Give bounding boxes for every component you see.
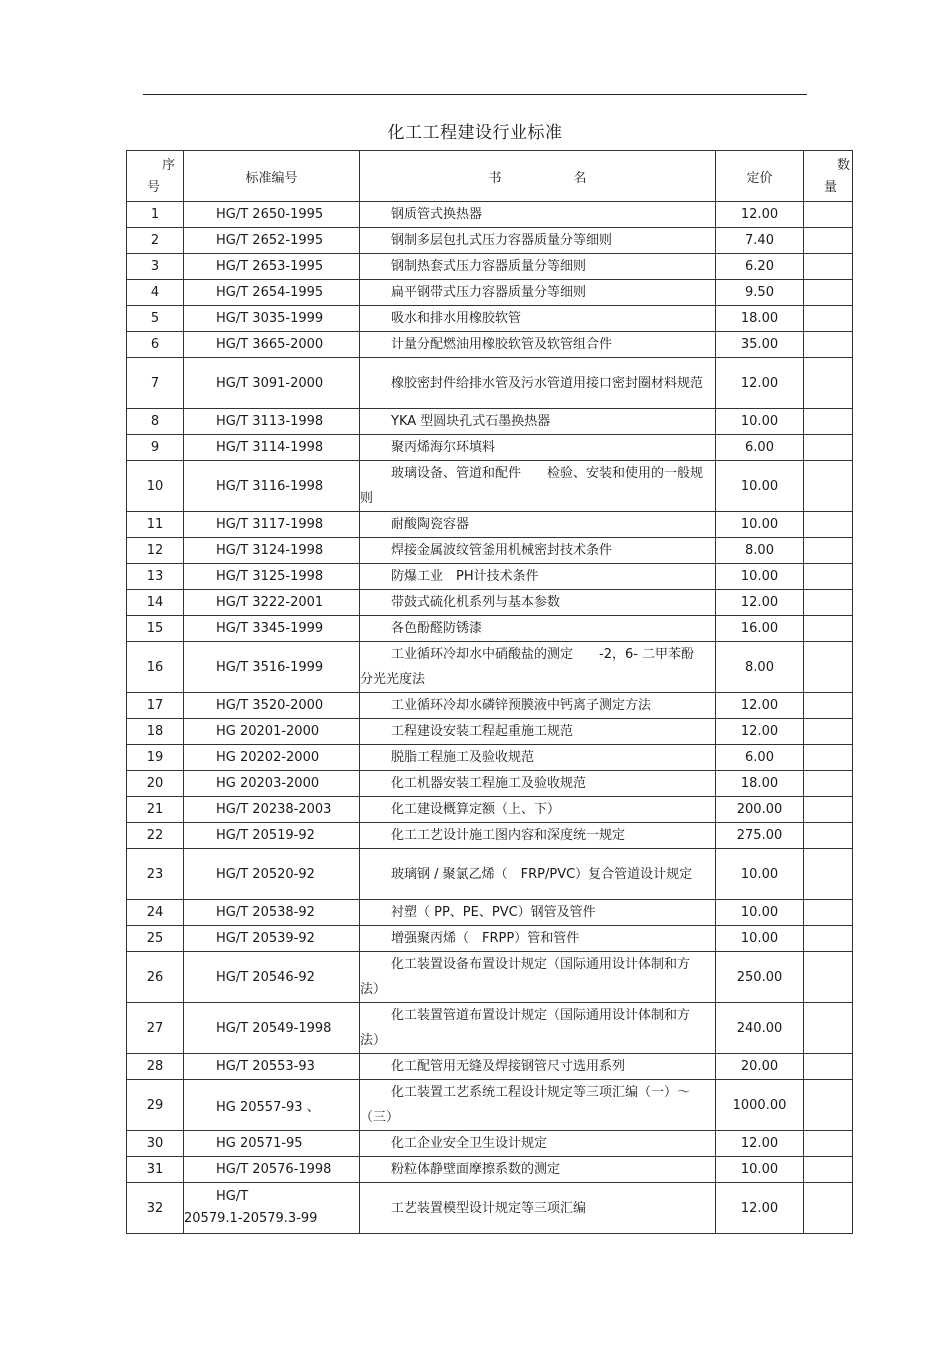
row-title [360, 1183, 716, 1234]
row-seq: 26 [127, 952, 184, 1003]
row-title [360, 745, 716, 771]
table-row [127, 512, 853, 538]
row-title [360, 332, 716, 358]
row-qty [804, 538, 853, 564]
row-seq: 8 [127, 409, 184, 435]
row-code: HG/T 2654-1995 [184, 280, 360, 306]
row-seq: 24 [127, 900, 184, 926]
row-code: HG/T 20576-1998 [184, 1157, 360, 1183]
row-qty [804, 254, 853, 280]
row-seq: 23 [127, 849, 184, 900]
row-seq: 13 [127, 564, 184, 590]
row-title-text: YKA 型圆块孔式石墨换热器 [391, 414, 551, 429]
row-qty [804, 616, 853, 642]
row-price: 12.00 [716, 202, 804, 228]
row-qty [804, 693, 853, 719]
row-title-text: 衬塑（ PP、PE、PVC）钢管及管件 [391, 905, 596, 920]
row-title-text: 化工机器安装工程施工及验收规范 [391, 776, 587, 791]
row-qty [804, 332, 853, 358]
row-title-text: 带鼓式硫化机系列与基本参数 [391, 595, 561, 610]
row-title-text: 橡胶密封件给排水管及污水管道用接口密封圈材料规范 [391, 375, 704, 391]
row-code: HG 20557-93 、 [184, 1080, 360, 1131]
row-price: 6.00 [716, 745, 804, 771]
row-title [360, 823, 716, 849]
table-row [127, 693, 853, 719]
row-seq: 25 [127, 926, 184, 952]
row-title-text: 玻璃设备、管道和配件 检验、安装和使用的一般规则 [360, 466, 704, 506]
row-title-text: 聚丙烯海尔环填料 [391, 440, 496, 455]
table-row [127, 1183, 853, 1234]
row-seq: 12 [127, 538, 184, 564]
table-row [127, 1003, 853, 1054]
table-body [127, 202, 853, 1234]
table-row [127, 900, 853, 926]
row-seq: 7 [127, 358, 184, 409]
row-qty [804, 435, 853, 461]
row-qty [804, 926, 853, 952]
row-seq: 28 [127, 1054, 184, 1080]
row-price: 200.00 [716, 797, 804, 823]
row-code: HG/T 3222-2001 [184, 590, 360, 616]
row-title-text: 粉粒体静壁面摩擦系数的测定 [391, 1162, 561, 1177]
row-seq: 19 [127, 745, 184, 771]
row-qty [804, 1003, 853, 1054]
row-qty [804, 1131, 853, 1157]
header-row [127, 151, 853, 202]
table-row [127, 202, 853, 228]
table-row [127, 564, 853, 590]
table-row [127, 358, 853, 409]
row-price: 10.00 [716, 512, 804, 538]
row-price: 8.00 [716, 538, 804, 564]
row-seq: 14 [127, 590, 184, 616]
row-qty [804, 590, 853, 616]
row-qty [804, 952, 853, 1003]
row-qty [804, 306, 853, 332]
row-price: 8.00 [716, 642, 804, 693]
table-row [127, 745, 853, 771]
row-code: HG/T 20238-2003 [184, 797, 360, 823]
row-code: HG/T 3124-1998 [184, 538, 360, 564]
table-row [127, 797, 853, 823]
row-title-text: 脱脂工程施工及验收规范 [391, 750, 535, 765]
row-title-text: 焊接金属波纹管釜用机械密封技术条件 [391, 543, 613, 558]
header-title-b: 名 [573, 170, 587, 186]
header-seq-bottom: 号 [147, 180, 161, 195]
row-qty [804, 202, 853, 228]
row-title [360, 1080, 716, 1131]
table-row [127, 823, 853, 849]
row-code: HG/T 2650-1995 [184, 202, 360, 228]
row-code: HG/T 20546-92 [184, 952, 360, 1003]
row-code: HG/T 2652-1995 [184, 228, 360, 254]
row-qty [804, 642, 853, 693]
top-rule [143, 94, 807, 95]
row-code-line1: HG/T [216, 1189, 249, 1204]
row-code: HG/T 3117-1998 [184, 512, 360, 538]
table-row [127, 1131, 853, 1157]
row-qty [804, 409, 853, 435]
table-row [127, 1080, 853, 1131]
row-price: 12.00 [716, 693, 804, 719]
table-row [127, 926, 853, 952]
row-qty [804, 228, 853, 254]
row-title [360, 642, 716, 693]
row-seq: 17 [127, 693, 184, 719]
table-row [127, 280, 853, 306]
row-title [360, 900, 716, 926]
row-title [360, 1131, 716, 1157]
table-row [127, 849, 853, 900]
row-code: HG/T 3520-2000 [184, 693, 360, 719]
row-seq: 10 [127, 461, 184, 512]
table-row [127, 719, 853, 745]
row-qty [804, 280, 853, 306]
row-title [360, 202, 716, 228]
row-qty [804, 461, 853, 512]
row-seq: 6 [127, 332, 184, 358]
row-title-text: 防爆工业 PH计技术条件 [391, 569, 539, 584]
row-title [360, 693, 716, 719]
row-title-text: 钢制多层包扎式压力容器质量分等细则 [391, 233, 613, 248]
row-qty [804, 1183, 853, 1234]
row-price: 12.00 [716, 719, 804, 745]
header-price: 定价 [716, 151, 804, 202]
row-title-text: 耐酸陶瓷容器 [391, 517, 470, 532]
table-row [127, 1054, 853, 1080]
table-row [127, 409, 853, 435]
table-row [127, 642, 853, 693]
header-qty [804, 151, 853, 202]
table-row [127, 461, 853, 512]
row-price: 20.00 [716, 1054, 804, 1080]
row-title [360, 719, 716, 745]
header-seq-top: 序 [161, 158, 175, 173]
table-row [127, 538, 853, 564]
header-seq [127, 151, 184, 202]
row-title [360, 280, 716, 306]
row-title-text: 钢制热套式压力容器质量分等细则 [391, 259, 587, 274]
row-code: HG 20203-2000 [184, 771, 360, 797]
row-title-text: 化工装置管道布置设计规定（国际通用设计体制和方法） [360, 1008, 691, 1048]
row-qty [804, 745, 853, 771]
row-title-text: 钢质管式换热器 [391, 207, 483, 222]
row-code [184, 1183, 360, 1234]
row-price: 12.00 [716, 358, 804, 409]
row-title-text: 工程建设安装工程起重施工规范 [391, 724, 574, 739]
row-title-text: 增强聚丙烯（ FRPP）管和管件 [391, 931, 580, 946]
row-title-text: 各色酚醛防锈漆 [391, 621, 483, 636]
row-seq: 32 [127, 1183, 184, 1234]
table-row [127, 228, 853, 254]
row-price: 10.00 [716, 564, 804, 590]
row-title [360, 1003, 716, 1054]
row-price: 10.00 [716, 900, 804, 926]
row-price: 10.00 [716, 849, 804, 900]
row-code: HG 20201-2000 [184, 719, 360, 745]
row-code-line2: 20579.1-20579.3-99 [184, 1211, 318, 1226]
row-code: HG/T 3116-1998 [184, 461, 360, 512]
row-price: 6.00 [716, 435, 804, 461]
row-seq: 4 [127, 280, 184, 306]
row-title [360, 849, 716, 900]
row-qty [804, 1157, 853, 1183]
table-row [127, 590, 853, 616]
row-price: 10.00 [716, 1157, 804, 1183]
row-seq: 18 [127, 719, 184, 745]
row-title [360, 797, 716, 823]
row-price: 250.00 [716, 952, 804, 1003]
header-title [360, 151, 716, 202]
row-seq: 16 [127, 642, 184, 693]
row-price: 35.00 [716, 332, 804, 358]
row-qty [804, 797, 853, 823]
row-title-text: 扁平钢带式压力容器质量分等细则 [391, 285, 587, 300]
row-code: HG/T 20549-1998 [184, 1003, 360, 1054]
table-row [127, 952, 853, 1003]
row-code: HG/T 3345-1999 [184, 616, 360, 642]
row-price: 10.00 [716, 409, 804, 435]
row-price: 7.40 [716, 228, 804, 254]
row-title [360, 254, 716, 280]
row-code: HG/T 3516-1999 [184, 642, 360, 693]
row-title-text: 化工装置设备布置设计规定（国际通用设计体制和方法） [360, 957, 691, 997]
row-price: 9.50 [716, 280, 804, 306]
row-seq: 31 [127, 1157, 184, 1183]
row-title-text: 化工工艺设计施工图内容和深度统一规定 [391, 828, 626, 843]
row-title-text: 玻璃钢 / 聚氯乙烯（ FRP/PVC）复合管道设计规定 [391, 866, 693, 882]
row-title [360, 564, 716, 590]
row-title-text: 吸水和排水用橡胶软管 [391, 311, 522, 326]
row-title-text: 化工装置工艺系统工程设计规定等三项汇编（一）～（三） [360, 1085, 691, 1125]
row-price: 1000.00 [716, 1080, 804, 1131]
table-row [127, 254, 853, 280]
header-title-a: 书 [488, 170, 502, 186]
row-title [360, 409, 716, 435]
row-qty [804, 900, 853, 926]
row-title [360, 538, 716, 564]
row-title [360, 1054, 716, 1080]
row-seq: 29 [127, 1080, 184, 1131]
row-price: 275.00 [716, 823, 804, 849]
row-seq: 27 [127, 1003, 184, 1054]
row-title [360, 1157, 716, 1183]
row-title [360, 358, 716, 409]
standards-table [126, 150, 853, 1234]
row-title-text: 化工建设概算定额（上、下） [391, 802, 561, 817]
table-row [127, 771, 853, 797]
row-qty [804, 564, 853, 590]
row-code: HG/T 20538-92 [184, 900, 360, 926]
row-title [360, 306, 716, 332]
row-title [360, 616, 716, 642]
header-qty-bottom: 量 [824, 180, 838, 195]
row-qty [804, 1054, 853, 1080]
row-title-text: 工业循环冷却水中硝酸盐的测定 -2，6- 二甲苯酚分光光度法 [360, 647, 695, 687]
row-title [360, 590, 716, 616]
row-title [360, 771, 716, 797]
row-title [360, 926, 716, 952]
row-price: 18.00 [716, 771, 804, 797]
row-code: HG/T 20539-92 [184, 926, 360, 952]
table-row [127, 616, 853, 642]
row-code: HG/T 20519-92 [184, 823, 360, 849]
row-seq: 20 [127, 771, 184, 797]
row-title-text: 工艺装置模型设计规定等三项汇编 [391, 1200, 587, 1216]
row-code: HG/T 3125-1998 [184, 564, 360, 590]
row-code: HG/T 20520-92 [184, 849, 360, 900]
row-price: 12.00 [716, 1131, 804, 1157]
row-seq: 5 [127, 306, 184, 332]
row-qty [804, 512, 853, 538]
row-price: 10.00 [716, 926, 804, 952]
row-price: 12.00 [716, 590, 804, 616]
row-code: HG/T 3113-1998 [184, 409, 360, 435]
row-seq: 2 [127, 228, 184, 254]
row-code: HG/T 2653-1995 [184, 254, 360, 280]
header-code: 标准编号 [184, 151, 360, 202]
row-price: 240.00 [716, 1003, 804, 1054]
table-row [127, 332, 853, 358]
row-price: 16.00 [716, 616, 804, 642]
row-code: HG/T 3035-1999 [184, 306, 360, 332]
row-price: 10.00 [716, 461, 804, 512]
row-qty [804, 719, 853, 745]
row-seq: 3 [127, 254, 184, 280]
row-qty [804, 358, 853, 409]
row-qty [804, 771, 853, 797]
header-qty-top: 数 [836, 158, 850, 173]
row-code: HG 20202-2000 [184, 745, 360, 771]
row-seq: 30 [127, 1131, 184, 1157]
row-code: HG/T 3665-2000 [184, 332, 360, 358]
row-seq: 15 [127, 616, 184, 642]
row-seq: 11 [127, 512, 184, 538]
row-seq: 22 [127, 823, 184, 849]
document-title: 化工工程建设行业标准 [387, 123, 563, 143]
row-seq: 21 [127, 797, 184, 823]
table-row [127, 435, 853, 461]
row-seq: 9 [127, 435, 184, 461]
row-price: 6.20 [716, 254, 804, 280]
row-code: HG/T 20553-93 [184, 1054, 360, 1080]
row-code: HG/T 3114-1998 [184, 435, 360, 461]
row-qty [804, 823, 853, 849]
row-price: 18.00 [716, 306, 804, 332]
row-title [360, 952, 716, 1003]
row-title [360, 512, 716, 538]
row-title [360, 228, 716, 254]
row-seq: 1 [127, 202, 184, 228]
row-code: HG/T 3091-2000 [184, 358, 360, 409]
row-title-text: 计量分配燃油用橡胶软管及软管组合件 [391, 337, 613, 352]
row-title [360, 461, 716, 512]
row-title-text: 化工配管用无缝及焊接钢管尺寸选用系列 [391, 1059, 626, 1074]
row-qty [804, 849, 853, 900]
table-row [127, 1157, 853, 1183]
row-qty [804, 1080, 853, 1131]
row-price: 12.00 [716, 1183, 804, 1234]
row-title [360, 435, 716, 461]
row-title-text: 工业循环冷却水磷锌预膜液中钙离子测定方法 [391, 698, 652, 713]
row-code: HG 20571-95 [184, 1131, 360, 1157]
row-title-text: 化工企业安全卫生设计规定 [391, 1136, 548, 1151]
table-row [127, 306, 853, 332]
